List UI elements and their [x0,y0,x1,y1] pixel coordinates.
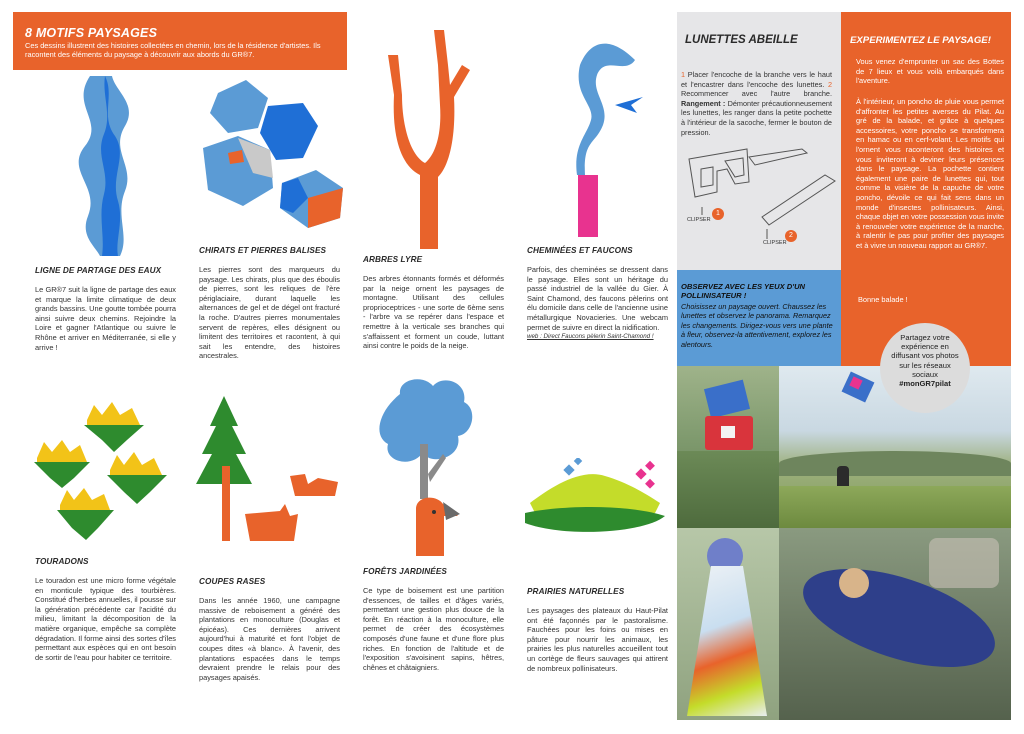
grass [677,451,779,528]
step-text: Recommencer avec l'autre branche. [681,89,832,99]
motif-title: FORÊTS JARDINÉES [363,567,447,576]
bag-label [721,426,735,438]
page-title: 8 MOTIFS PAYSAGES [25,26,158,40]
motif-title: TOURADONS [35,557,89,566]
share-message: Partagez votre expérience en diffusant vos photos sur les réseaux sociaux [891,333,959,379]
glasses-instructions [681,70,832,137]
photo-bag [677,366,779,528]
watershed-illustration [60,76,160,256]
hills [779,451,1011,476]
motif-touradons [35,557,176,662]
share-text [888,333,962,388]
webcam-link[interactable]: web : Direct Faucons pèlerin Saint-Chamond ! [527,333,654,341]
experiment-title: EXPERIMENTEZ LE PAYSAGE! [850,35,991,46]
child-head [839,568,869,598]
motif-text: Parfois, des cheminées se dressent dans le paysage. Elles sont un héritage du passé industriel de la vallée du Gier. À Saint Chamond, des faucons pèlerins ont élu domicile dans celle de l'ancienne usine métallurgique Novacieries. Une webcam permet de suivre en direct la nidification. [527,265,668,332]
motif-garden-forest [363,567,504,672]
stones-illustration [198,78,346,230]
header-banner [13,12,347,70]
motif-watershed [35,266,176,352]
glasses-diagram-icon [687,147,837,257]
motif-title: PRAIRIES NATURELLES [527,587,625,596]
share-bubble [880,323,970,413]
chimney-falcon-illustration [555,35,650,237]
photo-hammock [779,528,1011,720]
motif-text: Dans les année 1960, une campagne massive de reboisement a généré des plantations en monoculture (Douglas et épicéas). Ces dernières arrivent aujourd'hui à maturité et font l'objet de coupes dites «à blanc». À l'avenir, des plantations espacées dans le temps devraient prendre le relais pour des paysages apaisés. [199,596,340,682]
bag-flap [704,380,750,419]
motif-title: LIGNE DE PARTAGE DES EAUX [35,266,162,275]
step-badge-2: 2 [785,230,797,242]
motif-chimney [527,246,668,341]
experiment-closing: Bonne balade ! [858,295,908,304]
meadow [779,486,1011,528]
motif-text: Le touradon est une micro forme végétale en monticule typique des tourbières. Constitué d'herbes annuelles, il pousse sur la génération précédente car l'acidité du milieu, limitant la décomposition de la matière organique, empêche sa complète dégradation. Il forme ainsi des sortes d'îles permettant aux espèces qui en ont besoin de sortir de l'eau pour habiter ce territoire. [35,576,176,662]
motif-text: Le GR®7 suit la ligne de partage des eaux et marque la limite climatique de deux grands bassins. Une goutte tombée pourra ainsi suivre deux chemins. Rejoindre la Loire et gagner l'Atlantique ou suivre le Rhône et arriver en Méditerranée, si elle y arrive ! [35,285,176,352]
experiment-body: À l'intérieur, un poncho de pluie vous permet d'affronter les petites averses du Pilat. Au gré de la balade, et grâce à quelques accessoires, votre poncho se transformera en hamac ou en cerf-volant. Les motifs qui l'ornent vous raconteront des histoires et vous inviteront à deviner leurs présences dans le paysage. La pochette contient également une paire de lunettes qui, tout comme la visière de la capuche de votre poncho, dévoile ce qui fait sens dans un monde d'insectes pollinisateurs. Ainsi, chaque objet en votre possession vous invite à renouveler votre expérience de la marche, à ralentir le pas pour profiter des paysages et à vivre un nouveau rapport au GR®7. [856,97,1004,250]
step-number: 1 [681,70,686,79]
clearcut-illustration [190,396,350,546]
motif-title: CHEMINÉES ET FAUCONS [527,246,633,255]
clipser-label-2: CLIPSER [763,240,787,246]
step-number: 2 [827,79,832,89]
touradons-illustration [32,400,172,550]
motif-text: Les pierres sont des marqueurs du paysage. Les chirats, plus que des éboulis de pierres, sont les reliques de l'ère périglaciaire, durant laquelle les alternances de gel et de dégel ont fracturé la roche. D'autres pierres monumentales servent de repères, elles désignent ou limitent des territoires et racontent, à qui sait les entendre, des histoires ancestrales. [199,265,340,361]
experiment-intro: Vous venez d'emprunter un sac des Bottes de 7 lieux et vous voilà embarqués dans l'aventure. [856,57,1004,86]
motif-lyre-tree [363,255,504,351]
motif-clearcut [199,577,340,682]
storage-text: Démonter précautionneusement les lunettes, les ranger dans la petite pochette à l'intérieur de la sacoche, fermer le bouton de pression. [681,98,832,137]
glasses-panel [677,12,841,270]
motif-title: ARBRES LYRE [363,255,423,264]
storage-label: Rangement : [681,98,726,108]
step-text: Placer l'encoche de la branche vers le haut et l'encastrer dans l'encoche des lunettes. [681,70,832,89]
garden-forest-illustration [378,374,483,556]
meadow-illustration [525,458,665,540]
observe-panel [677,270,841,366]
motif-stones [199,246,340,361]
observe-title: OBSERVEZ AVEC LES YEUX D'UN POLLINISATEUR ! [681,282,806,300]
motif-text: Des arbres étonnants formés et déformés par la neige ornent les paysages de montagne. Utilisant des cellules proprioceptrices - une sorte de 6ème sens - l'arbre va se repérer dans l'espace et remettre à la verticale ses branches qui s'affaissent et forment un coude, luttant ainsi contre le poids de la neige. [363,274,504,351]
lyre-tree-illustration [380,25,490,249]
motif-title: CHIRATS ET PIERRES BALISES [199,246,327,255]
observe-text: Choisissez un paysage ouvert. Chaussez les lunettes et observez le panorama. Remarquez les changements. Dirigez-vous vers une plante à fleur, observez-la attentivement, explorez les alentours. [681,302,833,349]
photo-poncho [677,528,779,720]
motif-text: Ce type de boisement est une partition d'essences, de tailles et d'âges variés, permettant une gestion plus douce de la forêt. En réaction à la monoculture, elle permet de créer des écosystèmes composés d'une faune et d'une flore plus riches. En fonction de l'altitude et de l'exposition s'avoisinent sapins, hêtres, chênes et châtaigniers. [363,586,504,672]
motif-title: COUPES RASES [199,577,266,586]
experiment-panel [841,12,1011,366]
step-badge-1: 1 [712,208,724,220]
motif-text: Les paysages des plateaux du Haut-Pilat ont été façonnés par le pastoralisme. Fauchées pour les foins ou mises en pâture pour nourrir les animaux, les prairies les plus naturelles accueillent tout un cortège de fleurs sauvages qui attirent de nombreux pollinisateurs. [527,606,668,673]
page-intro: Ces dessins illustrent des histoires collectées en chemin, lors de la résidence d'artistes. Ils racontent des éléments du paysage à découvrir aux abords du GR®7. [25,41,321,59]
share-hashtag[interactable]: #monGR7pilat [899,379,951,389]
motif-meadow [527,587,668,673]
background-people [929,538,999,588]
poncho [687,566,767,716]
clipser-label-1: CLIPSER [687,217,711,223]
glasses-title: LUNETTES ABEILLE [685,34,798,46]
